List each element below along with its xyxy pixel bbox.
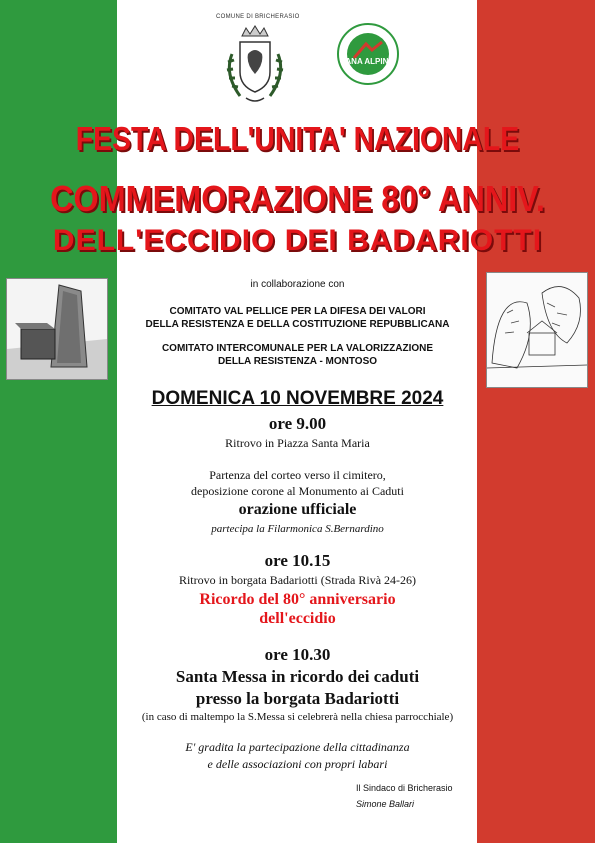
comitato-pellice-line1: COMITATO VAL PELLICE PER LA DIFESA DEI VALORI bbox=[169, 306, 426, 317]
anniversary-line1: Ricordo del 80° anniversario bbox=[199, 591, 396, 608]
mass-line1: Santa Messa in ricordo dei caduti bbox=[175, 667, 420, 686]
band-note: partecipa la Filarmonica S.Bernardino bbox=[211, 523, 384, 535]
mayor-name: Simone Ballari bbox=[356, 799, 415, 809]
borgata-sketch-icon bbox=[487, 273, 587, 387]
wreath-text: deposizione corone al Monumento ai Caduti bbox=[191, 484, 404, 498]
invitation-line2: e delle associazioni con propri labari bbox=[207, 757, 388, 771]
bad-weather-note: (in caso di maltempo la S.Messa si celebrerà nella chiesa parrocchiale) bbox=[141, 711, 454, 723]
ana-logo-text: ANA ALPINI bbox=[345, 57, 391, 66]
event-date: DOMENICA 10 NOVEMBRE 2024 bbox=[151, 388, 444, 409]
title-festa: FESTA DELL'UNITA' NAZIONALE bbox=[75, 120, 520, 157]
crest-caption: COMUNE DI BRICHERASIO bbox=[216, 14, 300, 20]
ana-alpini-logo-icon bbox=[336, 22, 400, 86]
comitato-montoso-line2: DELLA RESISTENZA - MONTOSO bbox=[217, 356, 378, 367]
mass-line2: presso la borgata Badariotti bbox=[195, 689, 400, 708]
collaboration-intro: in collaborazione con bbox=[250, 279, 345, 290]
mayor-role: Il Sindaco di Bricherasio bbox=[356, 783, 453, 793]
time-1015: ore 10.15 bbox=[264, 551, 331, 570]
municipal-crest-icon bbox=[210, 14, 300, 110]
procession-text: Partenza del corteo verso il cimitero, bbox=[209, 468, 386, 482]
time-1030: ore 10.30 bbox=[264, 645, 331, 664]
comitato-pellice-line2: DELLA RESISTENZA E DELLA COSTITUZIONE REPUBBLICANA bbox=[145, 319, 450, 330]
invitation-line1: E' gradita la partecipazione della cittadinanza bbox=[185, 740, 410, 754]
meeting-piazza: Ritrovo in Piazza Santa Maria bbox=[225, 436, 370, 450]
anniversary-line2: dell'eccidio bbox=[259, 610, 336, 627]
time-9: ore 9.00 bbox=[268, 414, 327, 433]
title-commemorazione: COMMEMORAZIONE 80° ANNIV. bbox=[50, 178, 545, 219]
title-eccidio: DELL'ECCIDIO DEI BADARIOTTI bbox=[52, 224, 543, 257]
meeting-badariotti: Ritrovo in borgata Badariotti (Strada Rivà 24-26) bbox=[178, 573, 417, 587]
comitato-montoso-line1: COMITATO INTERCOMUNALE PER LA VALORIZZAZIONE bbox=[161, 343, 434, 354]
official-speech: orazione ufficiale bbox=[238, 501, 357, 518]
